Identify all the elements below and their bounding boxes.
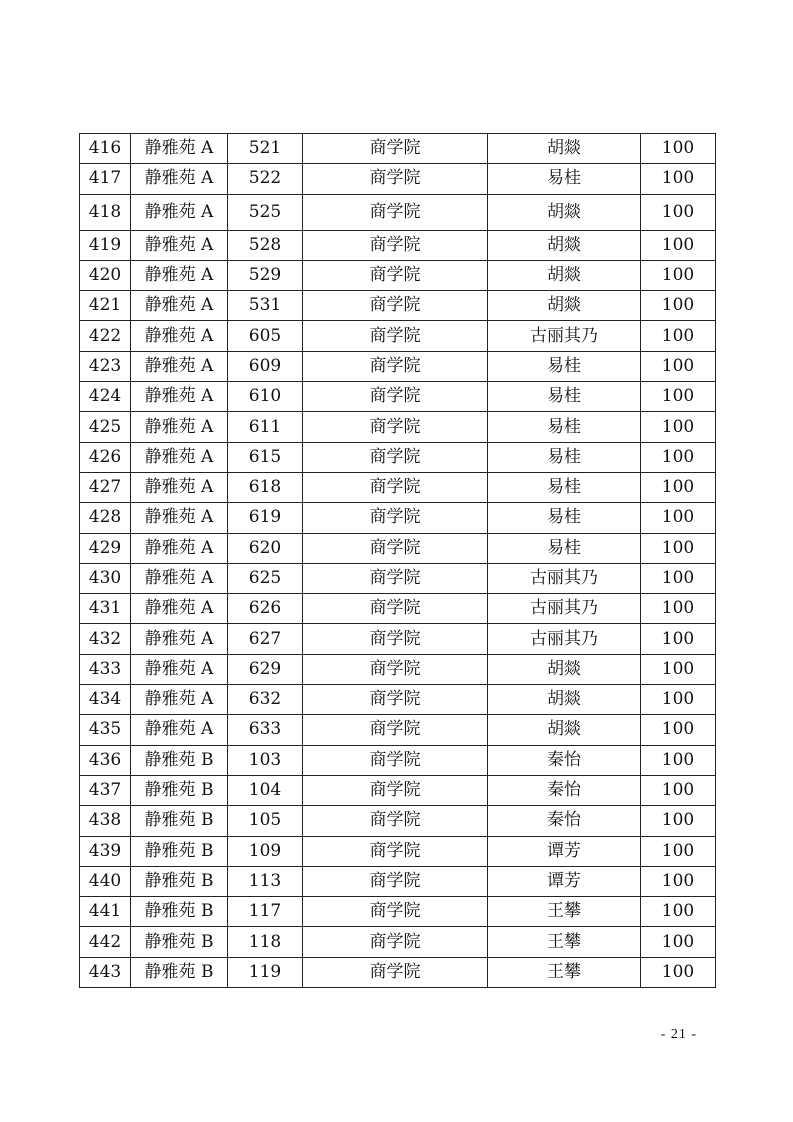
- college-cell: 商学院: [303, 412, 488, 442]
- building-cell: 静雅苑 A: [131, 164, 228, 194]
- row-index-cell: 416: [80, 134, 131, 164]
- college-cell: 商学院: [303, 897, 488, 927]
- table-row: [80, 194, 716, 230]
- building-cell: 静雅苑 A: [131, 503, 228, 533]
- table-row: [80, 866, 716, 896]
- row-index-cell: 418: [80, 194, 131, 230]
- table-row: [80, 957, 716, 987]
- room-cell: 522: [228, 164, 303, 194]
- building-cell: 静雅苑 A: [131, 624, 228, 654]
- room-cell: 117: [228, 897, 303, 927]
- building-cell: 静雅苑 B: [131, 806, 228, 836]
- building-cell: 静雅苑 A: [131, 654, 228, 684]
- row-index-cell: 439: [80, 836, 131, 866]
- room-cell: 105: [228, 806, 303, 836]
- building-cell: 静雅苑 A: [131, 351, 228, 381]
- counselor-cell: 胡燚: [488, 194, 641, 230]
- row-index-cell: 430: [80, 563, 131, 593]
- row-index-cell: 432: [80, 624, 131, 654]
- college-cell: 商学院: [303, 624, 488, 654]
- counselor-cell: 易桂: [488, 503, 641, 533]
- counselor-cell: 胡燚: [488, 715, 641, 745]
- room-cell: 104: [228, 775, 303, 805]
- row-index-cell: 419: [80, 230, 131, 260]
- building-cell: 静雅苑 A: [131, 472, 228, 502]
- room-cell: 609: [228, 351, 303, 381]
- room-cell: 109: [228, 836, 303, 866]
- score-cell: 100: [641, 775, 716, 805]
- counselor-cell: 胡燚: [488, 685, 641, 715]
- table-row: [80, 533, 716, 563]
- counselor-cell: 秦怡: [488, 806, 641, 836]
- college-cell: 商学院: [303, 134, 488, 164]
- row-index-cell: 436: [80, 745, 131, 775]
- college-cell: 商学院: [303, 745, 488, 775]
- college-cell: 商学院: [303, 866, 488, 896]
- counselor-cell: 胡燚: [488, 260, 641, 290]
- dorm-table: [79, 133, 716, 988]
- college-cell: 商学院: [303, 594, 488, 624]
- counselor-cell: 秦怡: [488, 745, 641, 775]
- score-cell: 100: [641, 654, 716, 684]
- score-cell: 100: [641, 806, 716, 836]
- room-cell: 103: [228, 745, 303, 775]
- row-index-cell: 440: [80, 866, 131, 896]
- score-cell: 100: [641, 836, 716, 866]
- college-cell: 商学院: [303, 654, 488, 684]
- table-row: [80, 164, 716, 194]
- counselor-cell: 胡燚: [488, 291, 641, 321]
- college-cell: 商学院: [303, 806, 488, 836]
- row-index-cell: 435: [80, 715, 131, 745]
- score-cell: 100: [641, 321, 716, 351]
- table-row: [80, 775, 716, 805]
- building-cell: 静雅苑 A: [131, 533, 228, 563]
- row-index-cell: 428: [80, 503, 131, 533]
- building-cell: 静雅苑 A: [131, 594, 228, 624]
- room-cell: 119: [228, 957, 303, 987]
- college-cell: 商学院: [303, 194, 488, 230]
- score-cell: 100: [641, 472, 716, 502]
- counselor-cell: 胡燚: [488, 654, 641, 684]
- college-cell: 商学院: [303, 715, 488, 745]
- table-row: [80, 715, 716, 745]
- row-index-cell: 422: [80, 321, 131, 351]
- college-cell: 商学院: [303, 563, 488, 593]
- table-row: [80, 563, 716, 593]
- score-cell: 100: [641, 164, 716, 194]
- score-cell: 100: [641, 194, 716, 230]
- table-row: [80, 594, 716, 624]
- score-cell: 100: [641, 134, 716, 164]
- college-cell: 商学院: [303, 351, 488, 381]
- counselor-cell: 古丽其乃: [488, 321, 641, 351]
- table-row: [80, 745, 716, 775]
- row-index-cell: 442: [80, 927, 131, 957]
- table-row: [80, 836, 716, 866]
- table-row: [80, 472, 716, 502]
- college-cell: 商学院: [303, 382, 488, 412]
- room-cell: 619: [228, 503, 303, 533]
- score-cell: 100: [641, 685, 716, 715]
- table-row: [80, 230, 716, 260]
- score-cell: 100: [641, 351, 716, 381]
- counselor-cell: 王攀: [488, 957, 641, 987]
- building-cell: 静雅苑 B: [131, 775, 228, 805]
- row-index-cell: 438: [80, 806, 131, 836]
- building-cell: 静雅苑 A: [131, 321, 228, 351]
- building-cell: 静雅苑 A: [131, 563, 228, 593]
- table-row: [80, 260, 716, 290]
- college-cell: 商学院: [303, 533, 488, 563]
- room-cell: 525: [228, 194, 303, 230]
- room-cell: 615: [228, 442, 303, 472]
- row-index-cell: 434: [80, 685, 131, 715]
- room-cell: 611: [228, 412, 303, 442]
- row-index-cell: 417: [80, 164, 131, 194]
- college-cell: 商学院: [303, 442, 488, 472]
- room-cell: 625: [228, 563, 303, 593]
- row-index-cell: 433: [80, 654, 131, 684]
- room-cell: 521: [228, 134, 303, 164]
- score-cell: 100: [641, 897, 716, 927]
- score-cell: 100: [641, 957, 716, 987]
- room-cell: 618: [228, 472, 303, 502]
- building-cell: 静雅苑 B: [131, 745, 228, 775]
- row-index-cell: 431: [80, 594, 131, 624]
- college-cell: 商学院: [303, 503, 488, 533]
- room-cell: 633: [228, 715, 303, 745]
- building-cell: 静雅苑 B: [131, 927, 228, 957]
- college-cell: 商学院: [303, 775, 488, 805]
- table-row: [80, 134, 716, 164]
- row-index-cell: 420: [80, 260, 131, 290]
- building-cell: 静雅苑 A: [131, 412, 228, 442]
- counselor-cell: 易桂: [488, 164, 641, 194]
- room-cell: 528: [228, 230, 303, 260]
- table-row: [80, 351, 716, 381]
- college-cell: 商学院: [303, 927, 488, 957]
- room-cell: 118: [228, 927, 303, 957]
- counselor-cell: 古丽其乃: [488, 624, 641, 654]
- counselor-cell: 易桂: [488, 533, 641, 563]
- table-row: [80, 321, 716, 351]
- score-cell: 100: [641, 563, 716, 593]
- score-cell: 100: [641, 745, 716, 775]
- building-cell: 静雅苑 B: [131, 836, 228, 866]
- score-cell: 100: [641, 866, 716, 896]
- row-index-cell: 443: [80, 957, 131, 987]
- score-cell: 100: [641, 927, 716, 957]
- score-cell: 100: [641, 715, 716, 745]
- counselor-cell: 易桂: [488, 351, 641, 381]
- building-cell: 静雅苑 A: [131, 194, 228, 230]
- room-cell: 605: [228, 321, 303, 351]
- building-cell: 静雅苑 A: [131, 291, 228, 321]
- row-index-cell: 421: [80, 291, 131, 321]
- counselor-cell: 胡燚: [488, 134, 641, 164]
- score-cell: 100: [641, 382, 716, 412]
- dorm-table-body: [80, 134, 716, 988]
- table-row: [80, 624, 716, 654]
- counselor-cell: 王攀: [488, 897, 641, 927]
- score-cell: 100: [641, 533, 716, 563]
- row-index-cell: 425: [80, 412, 131, 442]
- college-cell: 商学院: [303, 230, 488, 260]
- room-cell: 529: [228, 260, 303, 290]
- room-cell: 113: [228, 866, 303, 896]
- row-index-cell: 426: [80, 442, 131, 472]
- college-cell: 商学院: [303, 472, 488, 502]
- room-cell: 610: [228, 382, 303, 412]
- room-cell: 531: [228, 291, 303, 321]
- college-cell: 商学院: [303, 836, 488, 866]
- building-cell: 静雅苑 A: [131, 260, 228, 290]
- table-row: [80, 382, 716, 412]
- score-cell: 100: [641, 291, 716, 321]
- page-number: - 21 -: [660, 1027, 697, 1042]
- counselor-cell: 易桂: [488, 472, 641, 502]
- counselor-cell: 易桂: [488, 382, 641, 412]
- score-cell: 100: [641, 260, 716, 290]
- row-index-cell: 429: [80, 533, 131, 563]
- building-cell: 静雅苑 A: [131, 442, 228, 472]
- table-row: [80, 412, 716, 442]
- building-cell: 静雅苑 B: [131, 957, 228, 987]
- score-cell: 100: [641, 594, 716, 624]
- score-cell: 100: [641, 503, 716, 533]
- college-cell: 商学院: [303, 260, 488, 290]
- building-cell: 静雅苑 A: [131, 230, 228, 260]
- table-row: [80, 927, 716, 957]
- building-cell: 静雅苑 B: [131, 866, 228, 896]
- row-index-cell: 441: [80, 897, 131, 927]
- score-cell: 100: [641, 624, 716, 654]
- counselor-cell: 谭芳: [488, 866, 641, 896]
- counselor-cell: 谭芳: [488, 836, 641, 866]
- counselor-cell: 秦怡: [488, 775, 641, 805]
- room-cell: 632: [228, 685, 303, 715]
- building-cell: 静雅苑 A: [131, 134, 228, 164]
- counselor-cell: 古丽其乃: [488, 563, 641, 593]
- table-row: [80, 806, 716, 836]
- counselor-cell: 胡燚: [488, 230, 641, 260]
- counselor-cell: 王攀: [488, 927, 641, 957]
- building-cell: 静雅苑 A: [131, 685, 228, 715]
- table-row: [80, 897, 716, 927]
- building-cell: 静雅苑 A: [131, 382, 228, 412]
- table-row: [80, 654, 716, 684]
- room-cell: 627: [228, 624, 303, 654]
- room-cell: 620: [228, 533, 303, 563]
- row-index-cell: 423: [80, 351, 131, 381]
- score-cell: 100: [641, 412, 716, 442]
- counselor-cell: 易桂: [488, 412, 641, 442]
- college-cell: 商学院: [303, 957, 488, 987]
- table-row: [80, 291, 716, 321]
- score-cell: 100: [641, 442, 716, 472]
- college-cell: 商学院: [303, 685, 488, 715]
- room-cell: 629: [228, 654, 303, 684]
- counselor-cell: 古丽其乃: [488, 594, 641, 624]
- score-cell: 100: [641, 230, 716, 260]
- college-cell: 商学院: [303, 321, 488, 351]
- college-cell: 商学院: [303, 291, 488, 321]
- building-cell: 静雅苑 A: [131, 715, 228, 745]
- table-row: [80, 442, 716, 472]
- counselor-cell: 易桂: [488, 442, 641, 472]
- building-cell: 静雅苑 B: [131, 897, 228, 927]
- room-cell: 626: [228, 594, 303, 624]
- row-index-cell: 427: [80, 472, 131, 502]
- row-index-cell: 437: [80, 775, 131, 805]
- table-row: [80, 503, 716, 533]
- table-row: [80, 685, 716, 715]
- college-cell: 商学院: [303, 164, 488, 194]
- row-index-cell: 424: [80, 382, 131, 412]
